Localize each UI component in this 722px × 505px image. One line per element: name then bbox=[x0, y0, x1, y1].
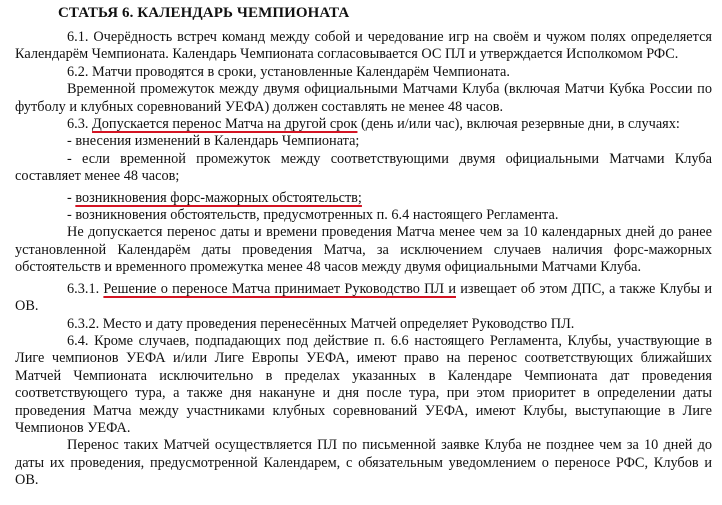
bullet-interval-48h: - если временной промежуток между соответствующими двумя официальными Матчами Клуба составляет менее 48 часов; bbox=[15, 150, 712, 185]
paragraph-6-3-prefix: 6.3. bbox=[67, 116, 93, 133]
bullet-force-majeure-prefix: - bbox=[67, 189, 76, 206]
paragraph-6-4: 6.4. Кроме случаев, подпадающих под действие п. 6.6 настоящего Регламента, Клубы, участвующие в Лиге чемпионов УЕФА и/или Лиге Европы УЕФА, имеют право на перенос соответствующих ближайших Матчей Чемпионата исключительно в пределах указанных в Календаре Чемпионата дат проведения соответствующего тура, а также дня накануне и дня после тура, при этом приоритет в определении даты проведения Матча между участниками клубных соревнований УЕФА, имеют Клубы, выступающие в Лиге Чемпионов УЕФА. bbox=[15, 332, 712, 436]
bullet-force-majeure bbox=[15, 190, 712, 207]
article-title: СТАТЬЯ 6. КАЛЕНДАРЬ ЧЕМПИОНАТА bbox=[58, 5, 350, 21]
paragraph-6-3-2: 6.3.2. Место и дату проведения перенесённых Матчей определяет Руководство ПЛ. bbox=[67, 315, 575, 332]
paragraph-transfer-request: Перенос таких Матчей осуществляется ПЛ по письменной заявке Клуба не позднее чем за 10 дней до даты их проведения, предусмотренной Календарем, с обязательным уведомлением о переносе РФС, Клубов и ОВ. bbox=[15, 437, 712, 489]
highlight-reschedule-allowed: Допускается перенос Матча на другой срок bbox=[92, 116, 358, 133]
paragraph-6-3-1 bbox=[15, 281, 712, 316]
paragraph-6-3-suffix: (день и/или час), включая резервные дни, в случаях: bbox=[357, 116, 680, 133]
paragraph-6-2: 6.2. Матчи проводятся в сроки, установленные Календарём Чемпионата. bbox=[67, 63, 510, 80]
highlight-force-majeure: возникновения форс-мажорных обстоятельств; bbox=[75, 189, 362, 206]
paragraph-6-3 bbox=[15, 116, 712, 133]
paragraph-6-3-1-suffix: извещает об этом ДПС, а также Клубы и ОВ. bbox=[15, 280, 712, 315]
paragraph-interval: Временной промежуток между двумя официальными Матчами Клуба (включая Матчи Кубка России по футболу и клубных соревнований УЕФА) должен составлять не менее 48 часов. bbox=[15, 81, 712, 115]
bullet-calendar-changes: - внесения изменений в Календарь Чемпионата; bbox=[67, 133, 360, 150]
title-spacer bbox=[15, 22, 712, 29]
paragraph-6-3-1-prefix: 6.3.1. bbox=[67, 280, 104, 297]
bullet-clause-6-4: - возникновения обстоятельств, предусмотренных п. 6.4 настоящего Регламента. bbox=[67, 207, 559, 224]
paragraph-postpone-ban: Не допускается перенос даты и времени проведения Матча менее чем за 10 календарных дней до ранее установленной Календарём даты проведения Матча, за исключением случаев наличия форс-мажорных обстоятельств и временного промежутка менее 48 часов между двумя официальными Матчами Клуба. bbox=[15, 224, 712, 276]
paragraph-6-1: 6.1. Очерёдность встреч команд между собой и чередование игр на своём и чужом полях определяется Календарём Чемпионата. Календарь Чемпионата согласовывается ОС ПЛ и утверждается Исполкомом РФС. bbox=[15, 29, 712, 63]
highlight-decision-by-pl: Решение о переносе Матча принимает Руководство ПЛ и bbox=[103, 280, 456, 297]
